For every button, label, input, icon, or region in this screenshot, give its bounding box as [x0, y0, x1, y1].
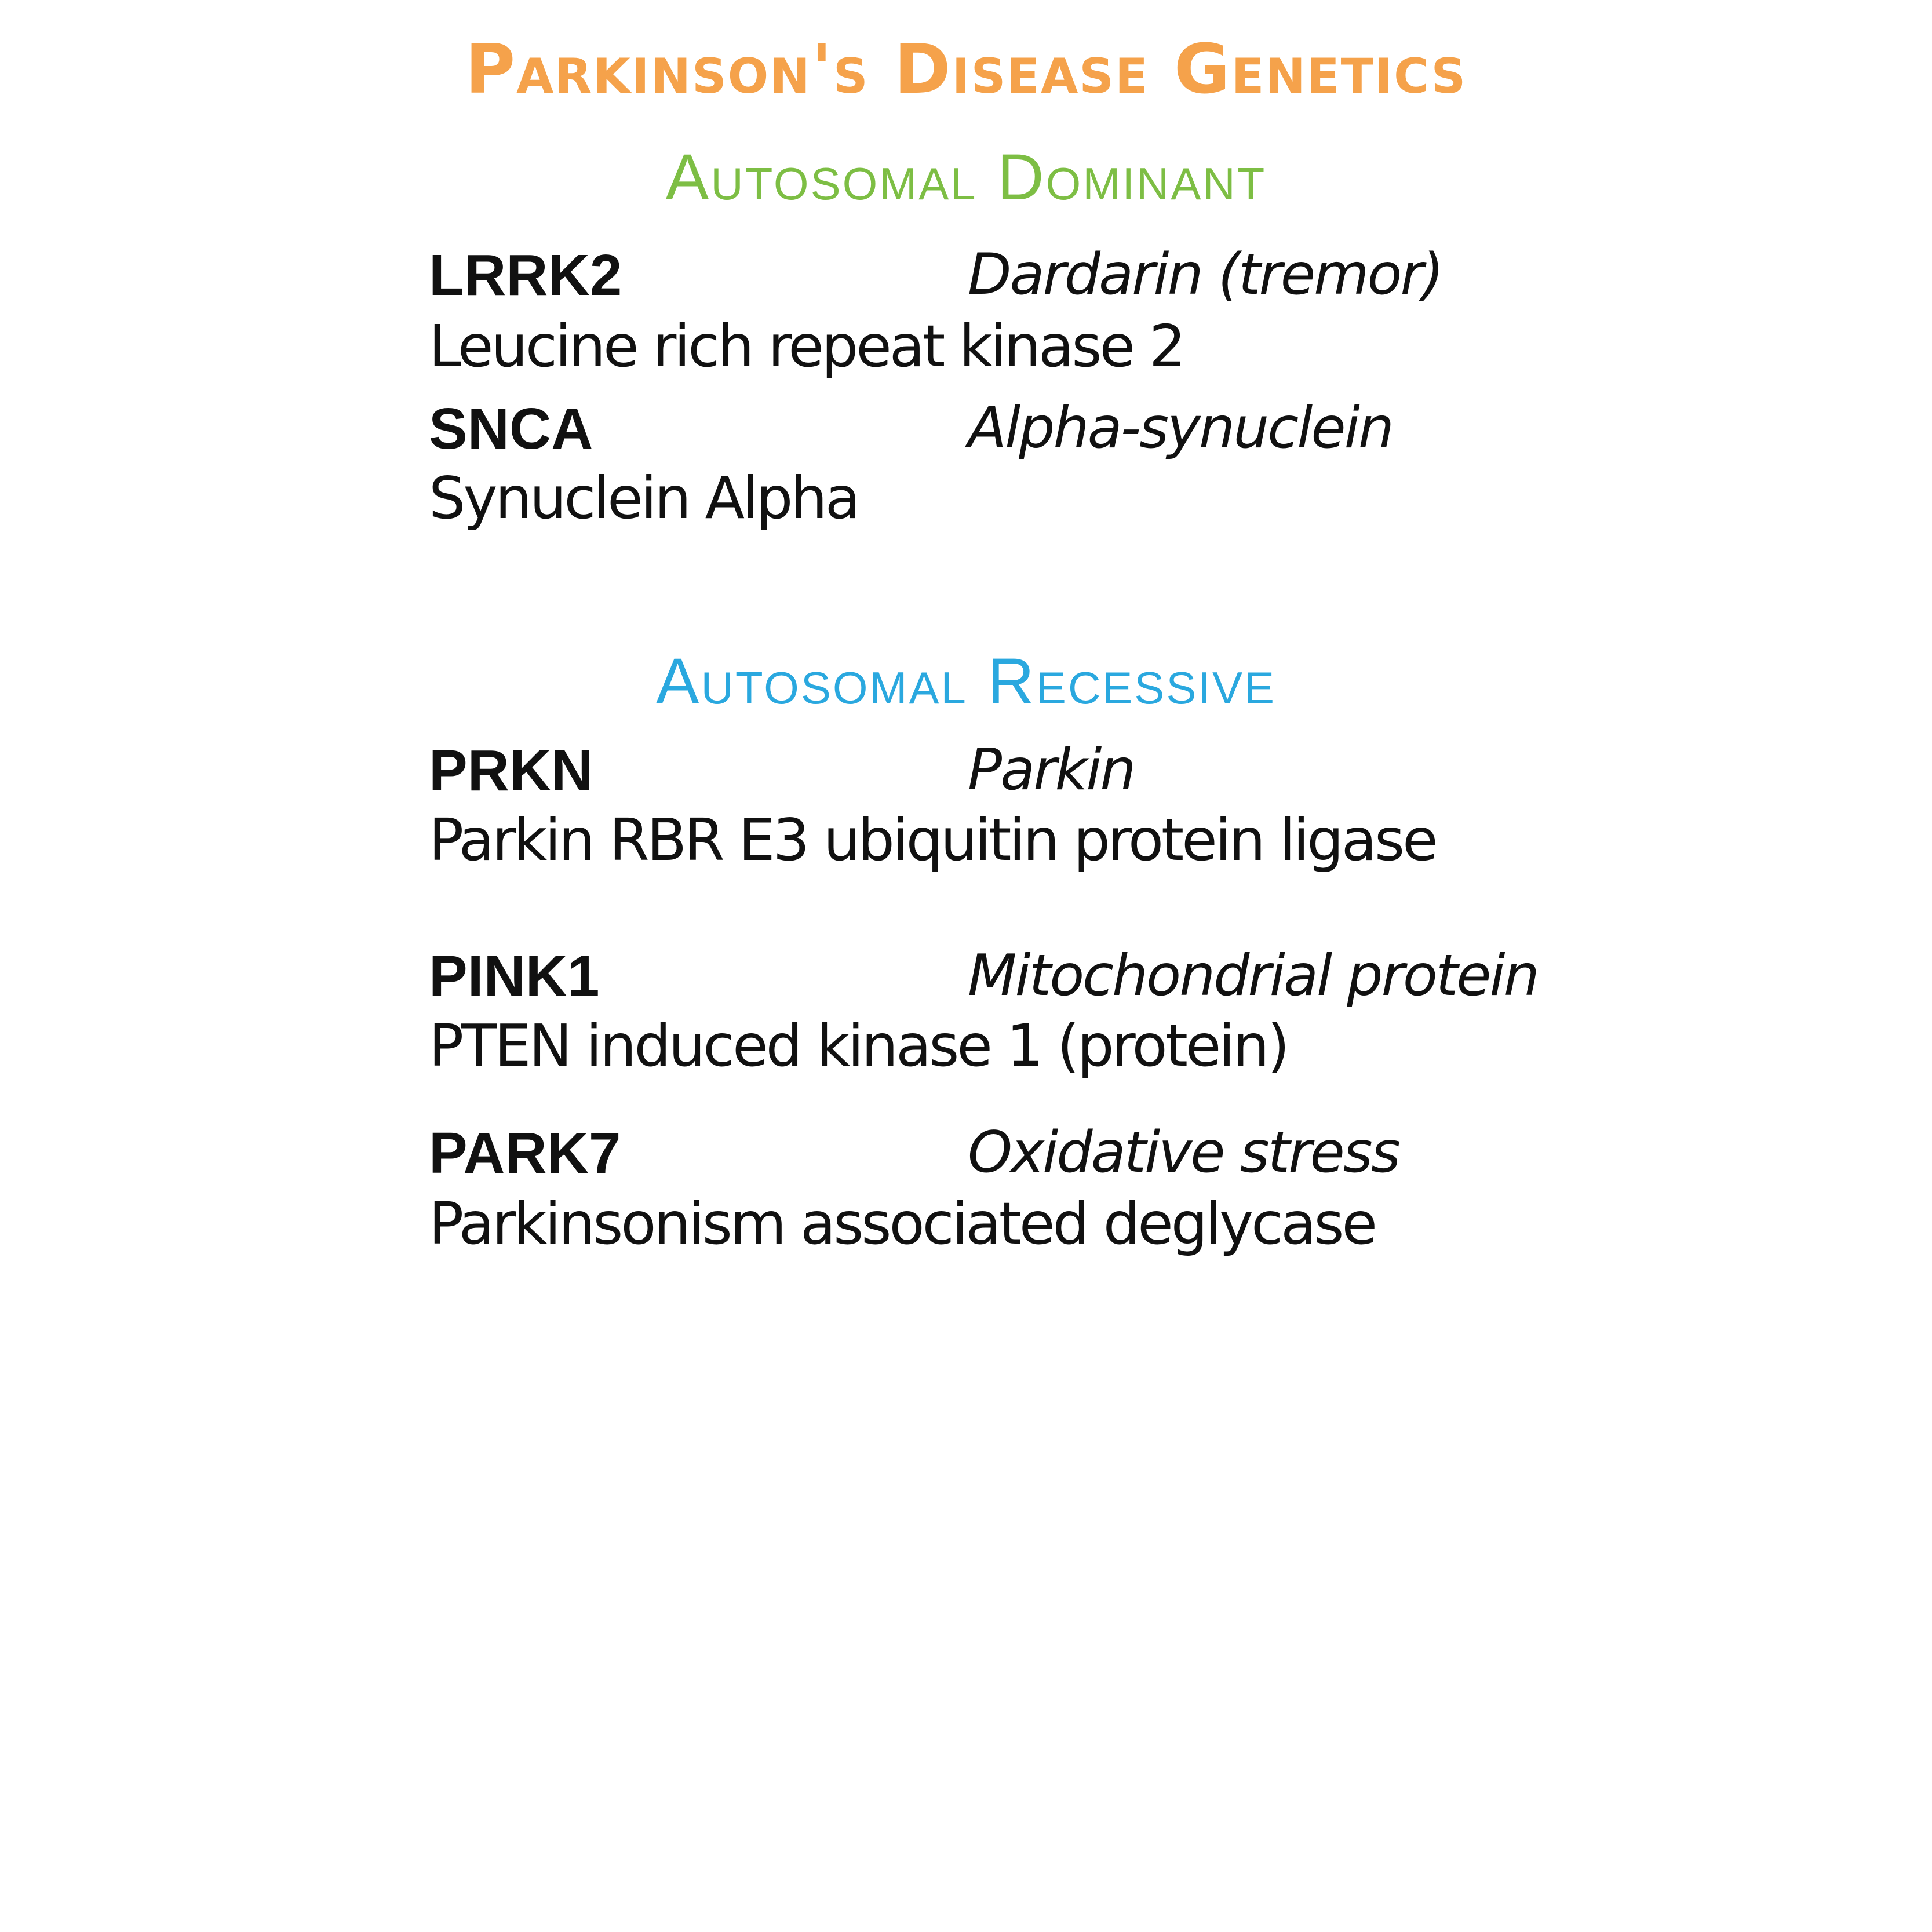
gene-function: Dardarin (tremor): [968, 242, 1443, 308]
gene-full-name: PTEN induced kinase 1 (protein): [429, 1012, 1288, 1080]
page-title: Parkinson's Disease Genetics: [465, 29, 1467, 109]
gene-function: Parkin: [968, 737, 1135, 803]
gene-symbol: LRRK2: [429, 243, 622, 308]
gene-symbol: PARK7: [429, 1121, 621, 1186]
gene-symbol: SNCA: [429, 396, 593, 461]
section-heading-autosomal-dominant: Autosomal Dominant: [665, 141, 1267, 213]
gene-symbol: PINK1: [429, 944, 600, 1009]
gene-full-name: Parkinsonism associated deglycase: [429, 1190, 1376, 1257]
gene-function: Oxidative stress: [968, 1120, 1399, 1186]
section-heading-autosomal-recessive: Autosomal Recessive: [655, 645, 1277, 717]
gene-full-name: Parkin RBR E3 ubiquitin protein ligase: [429, 806, 1436, 874]
gene-symbol: PRKN: [429, 738, 593, 803]
gene-function: Mitochondrial protein: [968, 943, 1538, 1009]
gene-full-name: Synuclein Alpha: [429, 464, 858, 532]
gene-function: Alpha-synuclein: [968, 395, 1393, 461]
gene-full-name: Leucine rich repeat kinase 2: [429, 312, 1184, 380]
